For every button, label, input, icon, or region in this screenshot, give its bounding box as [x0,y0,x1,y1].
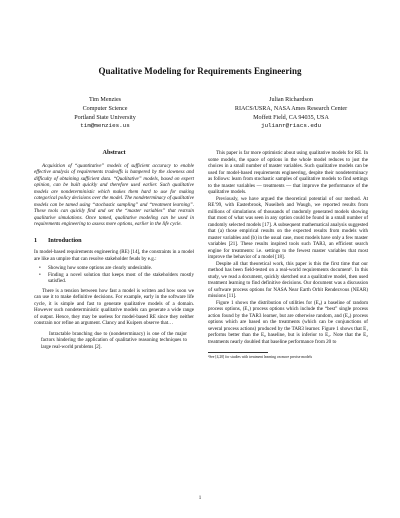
body-paragraph: There is a tension between how fast a model is written and how soon we can use it to make definitive decisions. For example, early in the software life cycle, it is simple and fast to generate qualitative models of a domain. However such nondeterministic qualitative models can generate a wide range of output. Hence, they may be useless for model-based RE since they neither constrain nor refine an argument. Clancy and Kuipers observe that… [34,287,194,327]
body-paragraph: Previously, we have argued the theoretical potential of our method. At RE’99, with Easterbrook, Nuseibeh and Waugh, we reported results from millions of simulations of thousands of randomly generated models showing that most of what was seen in any option could be found in a small number of randomly selected models [17]. A subsequent mathematical analysis suggested that (a) those empirical results on the expected results from models with master variables and (b) in the usual case, most models have only a few master variables [21]. These results inspired tools such TAR3, an efficient search engine for treatments: i.e. settings to the fewest master variables that most improve the behavior of a model [18]. [208,195,368,261]
body-paragraph: This paper is far more optimistic about using qualitative models for RE. In some models, the space of options in the whole model reduces to just the choices in a small number of master variables. Such qualitative models can be used for model-based requirements engineering, despite their nondeterminacy as follows: learn from stochastic samples of qualitative models to find settings to the master variables — treatments — that improve the performance of the qualitative models. [208,150,368,196]
bullet-item: • Showing how some options are clearly undesirable. [39,265,153,272]
section-heading [34,238,194,245]
author-email[interactable]: julianr@riacs.edu [260,122,322,130]
author-email[interactable]: tim@menzies.us [80,122,130,130]
section-number: 1 [34,236,38,244]
bullet-icon: • [39,271,41,278]
body-paragraph: In model-based requirements engineering (RE) [14], the constraints in a model are like an umpire that can resolve stakeholder feuds by e.g.: [34,249,194,262]
right-column [208,150,368,360]
author-block-2 [206,96,376,131]
body-paragraph: Figure 1 shows the distribution of utilities for (E₀) a baseline of random process options, (E₁) process options which include the “best” single process action found by the TAR3 learner, but are otherwise random, and (E₂) process options which are based on the treatments (which can be conjunctions of several process actions) produced by the TAR3 learner. Figure 1 shows that E₁ performs better than the E₀ baseline, but is inferior to E₂. Note that the E₂ treatments nearly doubled that baseline performance from 20 to [208,299,368,345]
quote-text: Intractable branching due to (nondeterminacy) is one of the major factors hindering the application of qualitative reasoning techniques to large real-world problems [2]. [41,330,187,350]
abstract-text: Acquisition of “quantitative” models of sufficient accuracy to enable effective analysis of requirements tradeoffs is hampered by the slowness and difficulty of obtaining sufficient data. “Qualitative” models, based on expert opinion, can be built quickly and therefore used earlier. Such qualitative models are nondeterministic which makes them hard to use for making categorical policy decisions over the model. The nondeterminacy of qualitative models can be tamed using “stochastic sampling” and “treatment learning”. These tools can quickly find and set the “master variables” that restrain qualitative simulations. Once tamed, qualitative modeling can be used in requirements engineering to assess more options, earlier in the life cycle. [34,162,194,228]
bullet-item: • Finding a novel solution that keeps most of the stakeholders mostly satisfied. [39,271,194,285]
bullet-icon: • [39,265,41,272]
author-institution: Portland State University [74,114,136,121]
body-paragraph: Despite all that theoretical work, this paper is this the first time that our method has been field-tested on a real-world requirements document¹. In this study, we read a document, quickly sketched out a qualitative model, then used treatment learning to find definitive decisions. Our document was a discussion of software process options for NASA Near Earth Orbit Rendezvous (NEAR) missions [11]. [208,260,368,300]
page-number: 1 [198,496,202,501]
bullet-list [34,265,194,285]
author-affiliation: Computer Science [82,105,128,112]
author-name: Tim Menzies [88,97,122,103]
block-quote [41,331,187,351]
author-institution: Moffett Field, CA 94035, USA [253,114,329,121]
author-name: Julian Richardson [269,97,313,103]
footnote: ¹See [4,20] for studies with treatment learning on more precise models [208,355,313,360]
abstract-heading: Abstract [102,149,126,156]
left-column [34,150,194,350]
author-block-1 [30,96,180,131]
author-affiliation: RIACS/USRA, NASA Ames Research Center [234,105,348,112]
section-title: Introduction [48,236,82,244]
footnote-divider [208,352,268,353]
paper-title: Qualitative Modeling for Requirements Engineering [98,66,302,76]
abstract [34,163,194,228]
